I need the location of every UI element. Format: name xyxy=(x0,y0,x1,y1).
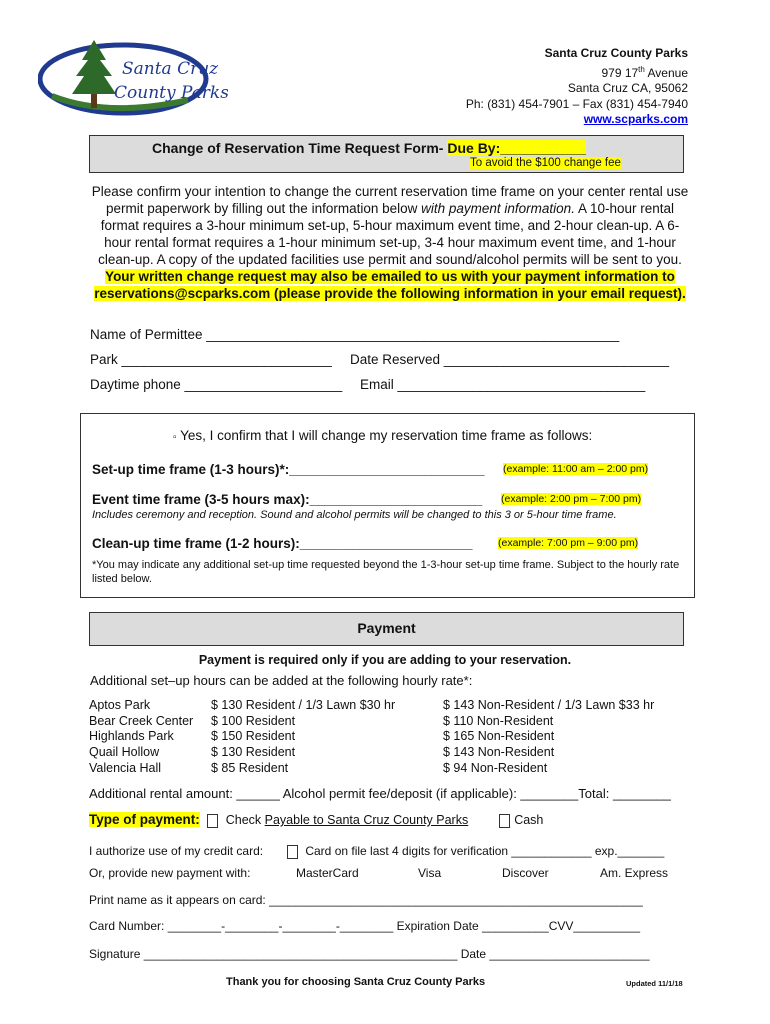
additional-rate-text: Additional set–up hours can be added at the following hourly rate*: xyxy=(90,673,473,688)
setup-example: (example: 11:00 am – 2:00 pm) xyxy=(503,463,649,475)
event-example: (example: 2:00 pm – 7:00 pm) xyxy=(501,493,642,505)
permittee-field[interactable]: Name of Permittee _______________________________________________________ xyxy=(90,327,620,342)
payment-type-row: Type of payment: Check Payable to Santa Cruz County Parks Cash xyxy=(89,812,544,827)
date-reserved-field[interactable]: Date Reserved ______________________________ xyxy=(350,352,670,367)
print-name-field[interactable]: Print name as it appears on card: ________________________________________________________ xyxy=(89,893,643,907)
rates-table xyxy=(89,698,654,777)
title-box xyxy=(89,135,684,173)
amount-line[interactable]: Additional rental amount: ______ Alcohol permit fee/deposit (if applicable): ________Total: ________ xyxy=(89,786,671,801)
card-on-file-checkbox-icon xyxy=(287,845,298,859)
org-address-block xyxy=(466,46,688,128)
event-field[interactable]: Event time frame (3-5 hours max):_______________________ xyxy=(92,492,483,507)
check-checkbox-icon[interactable] xyxy=(207,814,218,828)
event-note: Includes ceremony and reception. Sound and alcohol permits will be changed to this 3 or 5-hour time frame. xyxy=(92,509,617,521)
county-parks-logo xyxy=(38,38,228,120)
card-amex[interactable]: Am. Express xyxy=(600,866,669,880)
cash-checkbox-icon[interactable] xyxy=(499,814,510,828)
rate-row: Valencia Hall $ 85 Resident $ 94 Non-Resident xyxy=(89,760,548,775)
daytime-phone-field[interactable]: Daytime phone _____________________ xyxy=(90,377,343,392)
intro-paragraph: Please confirm your intention to change the current reservation time frame on your center rental use permit paperwork by filling out the information below with payment information. A 10-hour rental format requires a 3-hour minimum set-up, 5-hour maximum event time, and 2-hour clean-up. A 6-hour rental format requires a 1-hour minimum set-up, 3-4 hour maximum event time, and 1-hour clean-up. A copy of the updated facilities use permit and sound/alcohol permits will be sent to you. Your written change request may also be emailed to us with your payment information to reservations@scparks.com (please provide the following information in your email request). xyxy=(91,184,689,301)
setup-field[interactable]: Set-up time frame (1-3 hours)*:__________________________ xyxy=(92,462,485,477)
park-field[interactable]: Park ____________________________ xyxy=(90,352,332,367)
new-payment-label: Or, provide new payment with: xyxy=(89,866,251,880)
cleanup-field[interactable]: Clean-up time frame (1-2 hours):_______________________ xyxy=(92,536,473,551)
email-field[interactable]: Email _________________________________ xyxy=(360,377,646,392)
title-sub: To avoid the $100 change fee xyxy=(470,157,621,169)
confirm-option[interactable]: ▫ Yes, I confirm that I will change my reservation time frame as follows: xyxy=(173,428,593,443)
due-by: Due By:___________ xyxy=(447,140,586,156)
card-mastercard[interactable]: MasterCard xyxy=(296,866,359,880)
org-website-link[interactable]: www.scparks.com xyxy=(583,112,688,126)
payment-heading: Payment xyxy=(89,612,684,646)
cash-label: Cash xyxy=(514,813,544,827)
email-instructions: Your written change request may also be emailed to us with your payment information to reservations@scparks.com (please provide the following information in your email request). xyxy=(94,269,686,301)
payment-required: Payment is required only if you are adding to your reservation. xyxy=(198,653,572,667)
form-title: Change of Reservation Time Request Form- Due By:___________ xyxy=(152,140,586,156)
card-on-file-row[interactable]: Card on file last 4 digits for verification ____________ exp._______ xyxy=(283,844,664,859)
org-address2: Santa Cruz CA, 95062 xyxy=(567,81,688,95)
authorize-label: I authorize use of my credit card: xyxy=(89,844,264,858)
small-checkbox-icon: ▫ xyxy=(173,432,177,443)
rate-row: Quail Hollow $ 130 Resident $ 143 Non-Resident xyxy=(89,745,555,760)
cleanup-example: (example: 7:00 pm – 9:00 pm) xyxy=(498,537,639,549)
card-visa[interactable]: Visa xyxy=(418,866,442,880)
signature-field[interactable]: Signature _______________________________________________ Date ________________________ xyxy=(89,947,650,961)
thank-you: Thank you for choosing Santa Cruz County Parks xyxy=(226,976,486,988)
rate-row: Aptos Park $ 130 Resident / 1/3 Lawn $30 hr $ 143 Non-Resident / 1/3 Lawn $33 hr xyxy=(89,698,655,712)
payment-type-label: Type of payment: xyxy=(89,812,200,827)
updated-date: Updated 11/1/18 xyxy=(626,979,683,988)
logo-line2: County Parks xyxy=(114,83,228,103)
card-discover[interactable]: Discover xyxy=(502,866,549,880)
check-payable: Payable to Santa Cruz County Parks xyxy=(264,813,469,827)
org-phone: Ph: (831) 454-7901 – Fax (831) 454-7940 xyxy=(465,96,688,111)
logo-line1: Santa Cruz xyxy=(122,59,219,79)
rate-row: Highlands Park $ 150 Resident $ 165 Non-Resident xyxy=(89,729,555,744)
card-number-field[interactable]: Card Number: ________-________-________-________ Expiration Date __________CVV__________ xyxy=(89,919,641,933)
org-name: Santa Cruz County Parks xyxy=(544,46,688,60)
org-address1: 979 17th Avenue xyxy=(601,64,688,80)
rate-row: Bear Creek Center $ 100 Resident $ 110 Non-Resident xyxy=(89,713,554,728)
setup-footnote: *You may indicate any additional set-up time requested beyond the 1-3-hour set-up time frame. Subject to the hourly rate listed below. xyxy=(92,559,680,585)
